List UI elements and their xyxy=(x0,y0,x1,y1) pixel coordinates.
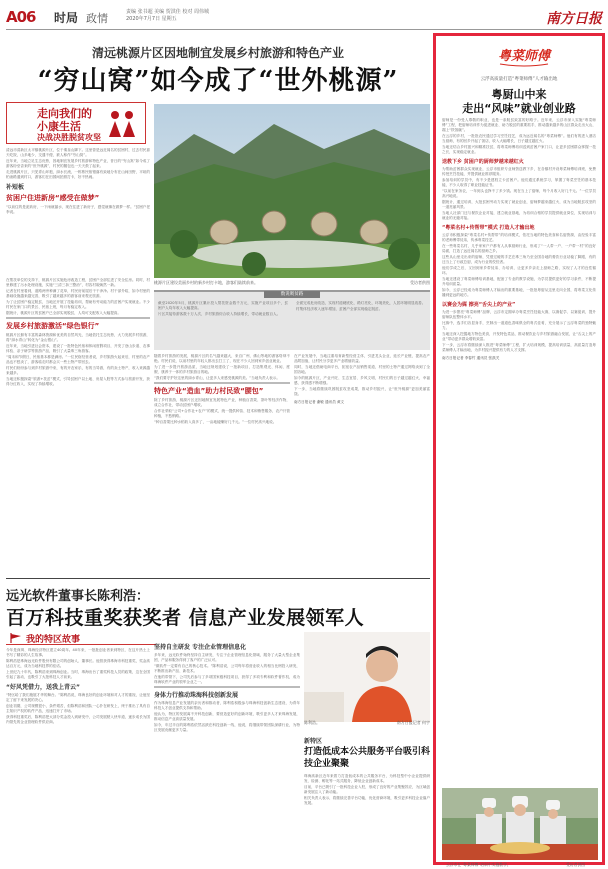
portrait-photo xyxy=(304,632,430,722)
series-tag-label: 我的特区故事 xyxy=(26,635,81,645)
side-kicker: 新特区 xyxy=(304,738,323,745)
section-label: 时局 xyxy=(54,11,79,25)
story2-kicker: 远光软件董事长陈利浩： xyxy=(6,589,150,604)
feature-deck: 云浮高质量打造“粤菜师傅”人才输出地 xyxy=(480,77,558,82)
feature-headline-2: 走出“风味”就业创业路 xyxy=(462,102,576,115)
story1-headline: “穷山窝”如今成了“世外桃源” xyxy=(37,66,399,96)
chefs-photo xyxy=(442,788,598,860)
page-number: A06 xyxy=(6,8,36,26)
story1-body-middle: 随着乡村旅游的发展，桃源片区的名气越来越大，来自广州、佛山等地的游客络绎不绝。村民们说，以前村里的年轻人都出去打工了，现在不少人回到家乡创业就业。 为了进一步提升旅游品质，当地还规划建设了一批新项目，打造集观光、休闲、度假、康养于一体的乡村旅游目的地。 “我们要守护好这里的绿水青山，让更多人来感受桃源的美。”当地负责人表示。 特色产业“造血”助力村民致“腰包” 除了乡村旅游，桃源片区还因地制宜发展特色产业，种植百香果、茶叶等经济作物，成立合作社，带动贫困户增收。 合作社采取“公司+合作社+农户”的模式，统一提供种苗、技术和销售服务，农户只管种植，不愁销路。 “种百香果比种水稻收入高多了，一亩地能赚好几千元。”一位村民高兴地说。 xyxy=(154,354,290,424)
story1-subhead4: 特色产业“造血”助力村民致“腰包” xyxy=(154,387,264,395)
feature-byline: 南方日报记者 李春竹 通讯员 张凯关 xyxy=(442,356,500,360)
cantonese-chef-logo xyxy=(494,42,554,68)
story1-body-left: 在帮扶单位的支持下，桃源片区实施危房改造工程，贫困户全部住进了安全住房。同时，村里修建了污水处理设施，实施“三清三拆三整治”，村容村貌焕然一新。 记者在村里看到，道路两旁种满了花草，村民房前屋后干干净净。村干部介绍，如今村里的基础设施越来越完善，吸引了越来越多的游客前来观光旅游。 为了让贫困户稳定脱贫，当地还开展了技能培训，帮助有劳动能力的贫困户实现就业。不少村民在家门口的景区、民宿上班，每月有稳定收入。 据统计，桃源片区的贫困户已全部实现脱贫，人均可支配收入大幅提高。 发展乡村旅游激活“绿色银行” 桃源片区拥有丰富的森林资源和优美的自然风光，当地依托生态优势，大力发展乡村旅游，将“绿水青山”转化为“金山银山”。 近年来，当地引进社会资本，建设了一批特色民宿和休闲度假项目，开发了登山步道、农事体验、亲子研学等旅游产品，吸引了大量珠三角游客。 “周末和节假日，民宿基本都是满房。”一位民宿经营者说，乡村旅游火起来后，村里的农产品也不愁卖了，游客临走时都会买一些土特产带回去。 村民们纷纷参与到乡村旅游中来，有的开农家乐，有的当导游，有的卖土特产，收入来源越来越多。 当地还积极探索“旅游+扶贫”模式，引导贫困户以土地、房屋入股等方式参与旅游开发，获得分红收入，实现了持续增收。 xyxy=(6,278,150,386)
series-badge xyxy=(6,102,146,144)
feature-subhead-3: 以赛会为媒 擦亮“舌尖上的产业” xyxy=(442,302,516,308)
people-silhouette-icon xyxy=(105,107,141,141)
infobox-text-right: 全面完成危房改造，实现村道硬底化、路灯亮化、环境美化，人居环境明显改善。 村集体经济收入逐年增加，贫困户全部实现稳定脱贫。 xyxy=(296,301,426,311)
portrait-illustration xyxy=(304,632,430,722)
feature-subhead-1: 送教下乡 贫困户的厨师梦越来越红火 xyxy=(442,159,524,165)
flag-icon xyxy=(10,633,22,643)
story1-byline: 南方日报记者 谢敏 通讯员 黄文 xyxy=(294,400,345,404)
story1-subhead1: 补短板 xyxy=(6,184,25,191)
feature-photo-credit: 受访者供图 xyxy=(566,862,585,867)
story1-subhead2: 贫困户住进新房“感受在做梦” xyxy=(6,194,100,202)
masthead xyxy=(6,8,602,30)
story2-body-middle: 坚持自主研发 专注企业管理信息化 多年来，远光软件始终坚持自主研发，专注于企业管理信息化领域，服务了大量大型企业集团，产品和服务得到了客户的广泛认可。 “做软件一定要有自己的核心技术。”陈利浩说，公司每年将营业收入的相当比例投入研发，不断推出新产品、新技术。 在他的带领下，公司先后参与了多项国家级科技项目，获得了多项专利和软件著作权，成为珠海软件产业的领军企业之一。 身体力行推动珠海科技创新发展 作为珠海信息产业发展的亲历者和推动者，陈利浩积极参与珠海科技创新生态建设，为青年科技人才创业提供支持和帮助。 他认为，特区的发展离不开科技创新，要营造更好的创新环境，吸引更多人才来珠海发展，推动信息产业高质量发展。 如今，年过半百的陈利浩依然活跃在科技创新一线，他说，将继续带领团队深耕行业，为特区发展贡献更多力量。 xyxy=(154,644,300,732)
story2-section-h1: “好风凭借力，送我上青云” xyxy=(6,684,80,691)
data-infobox xyxy=(154,290,430,350)
story1-body-intro: 清远市清新区太平镇桃源片区，位于秦皇山脚下。这里曾是远近闻名的贫困村，过去村民靠天吃饭，山多地少，交通不便，被人称作“穷山窝”。 近年来，当地立足生态优势，因地制宜发展乡村旅游和特色产业，昔日的“穷山窝”如今成了游客纷至沓来的“世外桃源”，村民的腰包也一天天鼓了起来。 走进桃源片区，只见青山环抱，绿水长流，一栋栋民宿错落有致地分布在山间田野，平坦的柏油路通到村口，游客们在田园间拍照打卡，好不热闹。 补短板 贫困户住进新房“感受在做梦” “以前住的是泥砖房，一下雨就漏水，现在住进了新房子，感觉就像在做梦一样。”贫困户老李说。 xyxy=(6,148,150,214)
feature-subhead-2: “粤菜名村+传帮带”模式 打造人才输出地 xyxy=(442,225,535,231)
badge-line2: 小康生活 xyxy=(37,120,81,133)
badge-line1: 走向我们的 xyxy=(37,107,92,120)
infobox-title: 数说吸贫路 xyxy=(264,291,320,298)
story1-subhead3: 发展乡村旅游激活“绿色银行” xyxy=(6,322,100,330)
feature-body: 厨师是一份受人尊敬的职业，也是一条脱贫致富的好路子。近年来，云浮市深入实施“粤菜师傅”工程，把厨师培训作为促进就业、助力脱贫的重要抓手，推动越来越多的山区群众走出大山，端上“铁饭碗”。 在云浮的乡村，一批批农民通过学习烹饪技艺，成为远近闻名的“粤菜师傅”。他们有的进入酒店当厨师，有的回乡开起了饭店，收入大幅增长，日子越过越红火。 当地还结合乡村振兴和精准扶贫，将粤菜师傅培训送到贫困户家门口，让更多贫困群众掌握一技之长，实现稳定就业。 送教下乡 贫困户的厨师梦越来越红火 为帮助贫困群众实现就业，云浮市组织专业师资送教下乡，在各镇村开设粤菜师傅培训班，免费传授烹饪技能，并提供就业推荐服务。 参加培训的学员中，有不少是建档立卡贫困户。他们通过系统学习，掌握了粤菜烹饪的基本技能，不少人取得了职业技能证书。 “以前在家务农，一年到头也挣不了多少钱。现在当上了厨师，每个月收入好几千元。”一位学员高兴地说。 据统计，通过培训，大批贫困劳动力实现了就业创业，厨师梦越来越红火，成为当地脱贫攻坚的一道亮丽风景。 当地人社部门还与餐饮企业对接，建立就业基地，为培训合格的学员提供就业岗位，实现培训与就业的无缝对接。 “粤菜名村+传帮带”模式 打造人才输出地 云浮市积极探索“粤菜名村+传帮带”的培训模式，依托当地的特色美食和名厨资源，由经验丰富的老师傅带徒弟，传承粤菜技艺。 在一些粤菜名村，几乎家家户户都有人从事厨师行业，形成了“一人带一户、一户带一村”的良好局面，打造了远近闻名的厨师之乡。 这些从山里走出来的厨师，凭借过硬的手艺在珠三角乃至全国各地的餐饮行业站稳了脚跟，有的还当上了行政总厨，成为行业的佼佼者。 他们学成之后，又回到家乡带徒弟、办培训，让更多乡亲走上厨师之路，实现了人才的良性循环。 当地还建设了粤菜师傅培训基地，配备了专业的教学设施，为学员提供更好的学习条件，不断提升培训质量。 如今，云浮已经成为粤菜师傅人才输出的重要基地，一批批粤厨从这里走向全国，将粤菜文化传播到更远的地方。 以赛会为媒 擦亮“舌尖上的产业” 为进一步擦亮“粤菜师傅”品牌，云浮市定期举办粤菜烹饪技能大赛，以赛促学、以赛促训，提升厨师队伍整体水平。 比赛中，选手们各显身手，烹制出一道道色香味俱全的粤式佳肴，充分展示了云浮粤菜的独特魅力。 当地还深入挖掘地方特色美食，开发特色菜品，推动餐饮业与乡村旅游融合发展，让“舌尖上的产业”带动更多群众增收致富。 下一步，云浮市将继续深入推进“粤菜师傅”工程，扩大培训规模，提高培训质量，高质量打造粤菜师傅人才输出地，为乡村振兴提供有力的人才支撑。 南方日报记者 李春竹 通讯员 张凯关 xyxy=(442,118,596,360)
series-tag xyxy=(6,632,156,645)
photo2-caption: 陈利浩。 南方日报记者 何宇 xyxy=(304,720,430,725)
story2-body-left: 今年是深圳、珠海经济特区建立40周年。40年来，一批批创业者来到特区，在这片热土上书写了精彩的人生故事。 陈利浩是珠海远光软件股份有限公司的创始人、董事长。他曾获得珠海市科技重奖，奖金高达百万元，成为当地科技界的佳话。 上世纪九十年代，陈利浩来到珠海创业。当时，珠海出台了重奖科技人员的政策，这在全国引起了轰动，也吸引了大批科技人才前来。 “好风凭借力，送我上青云” “特区给了我们施展才华的舞台。”陈利浩说，珠海良好的创业环境和对人才的重视，让他坚定了留下来发展的决心。 创业初期，公司规模很小，条件艰苦，但陈利浩和团队一心扑在研发上，终于推出了具有自主知识产权的软件产品，迅速打开了市场。 获得科技重奖后，陈利浩把大部分奖金投入到研发中，公司发展驶入快车道，逐步成长为国内领先的企业管理软件供应商。 xyxy=(6,648,150,724)
photo1-caption: 桃源片区建设美丽乡村的新乡村打卡地，游客们陆续前来。 受访者供图 xyxy=(154,280,430,285)
subsection-label: 政情 xyxy=(86,12,108,25)
story1-body-right: 在产业发展中，当地注重培育新型经营主体，引进龙头企业，延长产业链，提高农产品附加值，让村民分享更多产业增值收益。 同时，当地还借助电商平台，拓宽农产品销售渠道，村里的土特产通过网络卖到了全国各地。 如今的桃源片区，产业兴旺、生态宜居、乡风文明，村民们的日子越过越红火，幸福感、获得感不断增强。 下一步，当地将继续巩固脱贫攻坚成果，推动乡村振兴，让“世外桃源”更加美丽富饶。 南方日报记者 谢敏 通讯员 黄文 xyxy=(294,354,430,404)
badge-line3: 决战决胜脱贫攻坚 xyxy=(37,133,101,142)
newspaper-logo: 南方日报 xyxy=(546,11,602,27)
side-headline: 打造低成本公共服务平台吸引科技企业聚聚 xyxy=(304,747,431,769)
feature-headline-1: 粤厨山中来 xyxy=(491,88,547,101)
story2-headline: 百万科技重奖获奖者 信息产业发展领军人 xyxy=(6,607,365,629)
story2-column-kicker: 坚持自主研发 专注企业管理信息化 xyxy=(154,644,247,651)
feature-column xyxy=(433,33,605,865)
story-divider xyxy=(6,578,430,579)
infobox-text-left: 截至2020年5月，桃源片区累计投入帮扶资金数千万元，实施产业项目多个，贫困户人均年收入大幅提高。 片区共接待游客数十万人次，乡村旅游综合收入持续增长，带动就业数百人。 xyxy=(158,301,288,316)
side-body: 珠海高新区近年来着力打造低成本的公共服务平台，为科技型中小企业提供研发、检测、孵化等一站式服务，降低企业创新成本。 目前，平台已吸引了一批科技企业入驻，形成了良好的产业集聚效应，为区域创新发展注入了新动能。 相关负责人表示，将继续完善平台功能，优化营商环境，吸引更多科技企业落户发展。 xyxy=(304,774,430,805)
village-landscape-photo xyxy=(154,104,430,278)
feature-photo-caption: 云浮市在“粤菜师傅”培训中实施教学。 xyxy=(446,862,511,867)
svg-text:粤菜师傅: 粤菜师傅 xyxy=(497,49,551,64)
story2-column-sub: 身体力行推动珠海科技创新发展 xyxy=(154,692,239,699)
story1-kicker: 清远桃源片区因地制宜发展乡村旅游和特色产业 xyxy=(91,46,344,60)
editor-credits: 责编 张书超 美编 贺淇佳 校对 周伟城 2020年7月7日 星期五 xyxy=(126,9,209,22)
